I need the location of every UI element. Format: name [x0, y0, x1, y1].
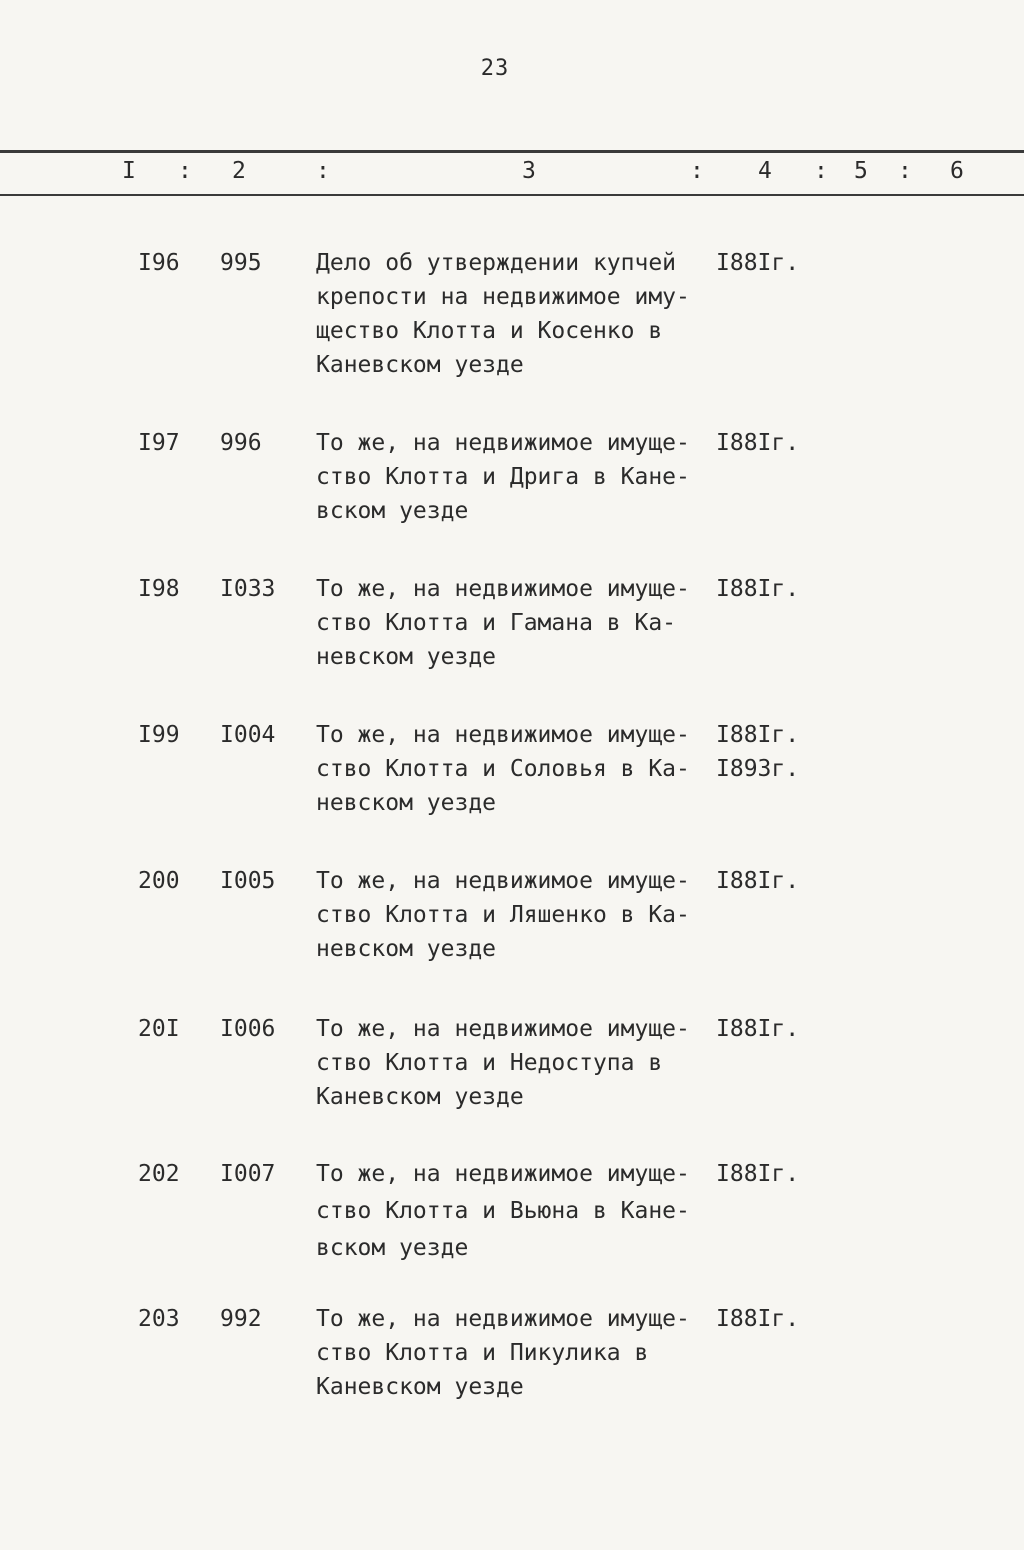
description-line: Каневском уезде: [316, 1374, 524, 1400]
file-description: [316, 426, 706, 528]
file-dates: [716, 718, 799, 786]
row-number: I96: [138, 250, 180, 276]
file-description: [316, 1012, 706, 1114]
date-value: I88Iг.: [716, 250, 800, 276]
description-line: ство Клотта и Пикулика в: [316, 1340, 649, 1366]
description-line: невском уезде: [316, 644, 497, 670]
description-line: Каневском уезде: [316, 1084, 524, 1110]
file-dates: [716, 426, 799, 460]
description-line: ство Клотта и Дрига в Кане-: [316, 464, 690, 490]
file-number: I005: [220, 868, 276, 894]
description-line: ство Клотта и Ляшенко в Ка-: [316, 902, 690, 928]
row-number: 20I: [138, 1016, 180, 1042]
description-line: То же, на недвижимое имуще-: [316, 1306, 690, 1332]
date-value: I88Iг.: [716, 868, 800, 894]
description-line: То же, на недвижимое имуще-: [316, 868, 690, 894]
column-header-1: I: [122, 158, 136, 184]
column-header-row: [0, 158, 1024, 188]
date-value: I893г.: [716, 756, 800, 782]
date-value: I88Iг.: [716, 1161, 800, 1187]
file-description: [316, 572, 706, 674]
description-line: крепости на недвижимое иму-: [316, 284, 690, 310]
file-dates: [716, 1012, 799, 1046]
file-dates: [716, 572, 799, 606]
column-header-6: 6: [950, 158, 964, 184]
file-number: 995: [220, 250, 262, 276]
row-number: I97: [138, 430, 180, 456]
description-line: То же, на недвижимое имуще-: [316, 576, 690, 602]
file-dates: [716, 864, 799, 898]
file-dates: [716, 1302, 799, 1336]
column-header-2: 2: [232, 158, 246, 184]
file-number: I006: [220, 1016, 276, 1042]
row-number: 200: [138, 868, 180, 894]
date-value: I88Iг.: [716, 576, 800, 602]
file-description: [316, 1156, 706, 1267]
file-number: 996: [220, 430, 262, 456]
file-description: [316, 246, 706, 382]
row-number: 203: [138, 1306, 180, 1332]
file-number: 992: [220, 1306, 262, 1332]
description-line: невском уезде: [316, 790, 497, 816]
column-header-5: 5: [854, 158, 868, 184]
description-line: щество Клотта и Косенко в: [316, 318, 663, 344]
description-line: То же, на недвижимое имуще-: [316, 1161, 690, 1187]
description-line: невском уезде: [316, 936, 497, 962]
description-line: ство Клотта и Вьюна в Кане-: [316, 1198, 690, 1224]
file-number: I004: [220, 722, 276, 748]
description-line: Каневском уезде: [316, 352, 524, 378]
column-separator: :: [690, 158, 704, 184]
description-line: Дело об утверждении купчей: [316, 250, 677, 276]
column-header-3: 3: [522, 158, 536, 184]
row-number: I99: [138, 722, 180, 748]
page-number: 23: [480, 56, 510, 81]
column-separator: :: [316, 158, 330, 184]
row-number: I98: [138, 576, 180, 602]
description-line: То же, на недвижимое имуще-: [316, 1016, 690, 1042]
date-value: I88Iг.: [716, 722, 800, 748]
file-description: [316, 718, 706, 820]
file-description: [316, 864, 706, 966]
description-line: То же, на недвижимое имуще-: [316, 430, 690, 456]
column-separator: :: [178, 158, 192, 184]
file-description: [316, 1302, 706, 1404]
column-separator: :: [898, 158, 912, 184]
description-line: То же, на недвижимое имуще-: [316, 722, 690, 748]
file-dates: [716, 246, 799, 280]
date-value: I88Iг.: [716, 430, 800, 456]
table-top-rule: [0, 150, 1024, 153]
file-number: I007: [220, 1161, 276, 1187]
description-line: ство Клотта и Соловья в Ка-: [316, 756, 690, 782]
table-header-rule: [0, 194, 1024, 196]
column-separator: :: [814, 158, 828, 184]
date-value: I88Iг.: [716, 1016, 800, 1042]
row-number: 202: [138, 1161, 180, 1187]
description-line: ство Клотта и Недоступа в: [316, 1050, 663, 1076]
file-number: I033: [220, 576, 276, 602]
date-value: I88Iг.: [716, 1306, 800, 1332]
column-header-4: 4: [758, 158, 772, 184]
description-line: вском уезде: [316, 498, 469, 524]
description-line: ство Клотта и Гамана в Ка-: [316, 610, 677, 636]
file-dates: [716, 1156, 799, 1193]
description-line: вском уезде: [316, 1235, 469, 1261]
